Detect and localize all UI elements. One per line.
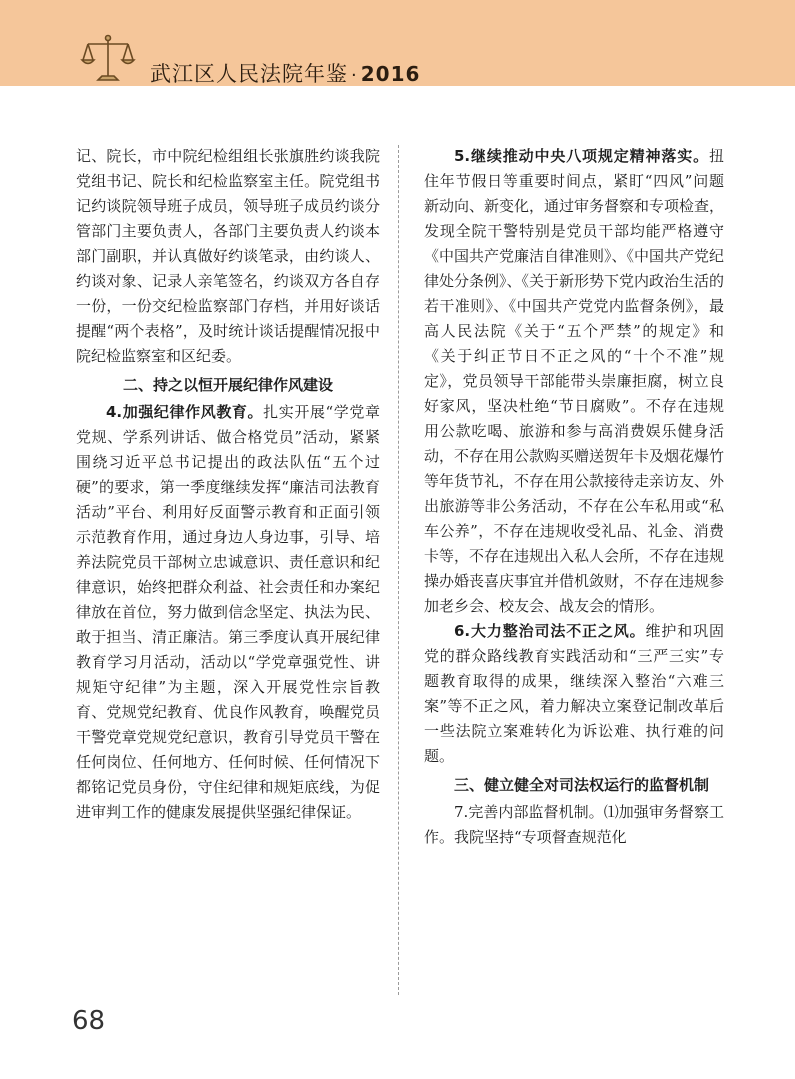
section-heading-3: 三、健立健全对司法权运行的监督机制 [454,776,710,794]
section-heading-2: 二、持之以恒开展纪律作风建设 [122,376,333,394]
paragraph-7 [424,800,724,850]
header-band [0,0,795,86]
paragraph-5-lead: 5.继续推动中央八项规定精神落实。 [454,147,709,165]
paragraph-5 [424,144,724,619]
paragraph-7-body: ⑴加强审务督察工作。我院坚持“专项督查规范化 [424,803,724,846]
paragraph-4-body: 扎实开展“学党章党规、学系列讲话、做合格党员”活动，紧紧围绕习近平总书记提出的政法队伍“五个过硬”的要求，第一季度继续发挥“廉洁司法教育活动”平台、利用好反面警示教育和正面引领示范教育作用，通过身边人身边事，引导、培养法院党员干部树立忠诚意识、责任意识和纪律意识，始终把群众利益、社会责任和办案纪律放在首位，努力做到信念坚定、执法为民、敢于担当、清正廉洁。第三季度认真开展纪律教育学习月活动，活动以“学党章强党性、讲规矩守纪律”为主题，深入开展党性宗旨教育、党规党纪教育、优良作风教育，唤醒党员干警党章党规党纪意识，教育引导党员干警在任何岗位、任何地方、任何时候、任何情况下都铭记党员身份，守住纪律和规矩底线，为促进审判工作的健康发展提供坚强纪律保证。 [76,403,381,821]
scales-of-justice-icon [80,34,136,84]
paragraph-6 [424,619,724,769]
paragraph-6-lead: 6.大力整治司法不正之风。 [454,622,646,640]
page-number: 68 [72,1006,106,1036]
paragraph-4-lead: 4.加强纪律作风教育。 [106,403,264,421]
yearbook-year: 2016 [360,62,421,86]
yearbook-title-text: 武江区人民法院年鉴 [150,62,348,86]
right-column [424,144,724,850]
paragraph-5-body: 扭住年节假日等重要时间点，紧盯“四风”问题新动向、新变化，通过审务督察和专项检查，发现全院干警特别是党员干部均能严格遵守《中国共产党廉洁自律准则》、《中国共产党纪律处分条例》、《关于新形势下党内政治生活的若干准则》、《中国共产党党内监督条例》，最高人民法院《关于“五个严禁”的规定》和《关于纠正节日不正之风的“十个不准”规定》，党员领导干部能带头崇廉拒腐，树立良好家风，坚决杜绝“节日腐败”。不存在违规用公款吃喝、旅游和参与高消费娱乐健身活动，不存在用公款购买赠送贺年卡及烟花爆竹等年货节礼，不存在用公款接待走亲访友、外出旅游等非公务活动，不存在公车私用或“私车公养”，不存在违规收受礼品、礼金、消费卡等，不存在违规出入私人会所，不存在违规操办婚丧喜庆事宜并借机敛财，不存在违规参加老乡会、校友会、战友会的情形。 [424,147,725,615]
paragraph-7-lead: 7.完善内部监督机制。 [454,803,604,821]
yearbook-title [150,58,420,88]
header-title-bar [0,22,795,86]
title-separator: · [351,65,358,86]
paragraph-6-body: 维护和巩固党的群众路线教育实践活动和“三严三实”专题教育取得的成果，继续深入整治“六难三案”等不正之风，着力解决立案登记制改革后一些法院立案难转化为诉讼难、执行难的问题。 [424,622,724,765]
column-divider [398,145,399,995]
paragraph-4 [76,400,380,825]
left-column [76,144,380,825]
paragraph-interview-continued: 记、院长，市中院纪检组组长张旗胜约谈我院党组书记、院长和纪检监察室主任。院党组书记约谈院领导班子成员，领导班子成员约谈分管部门主要负责人，各部门主要负责人约谈本部门副职，并认真做好约谈笔录，由约谈人、约谈对象、记录人亲笔签名，约谈双方各自存一份，一份交纪检监察部门存档，并用好谈话提醒“两个表格”，及时统计谈话提醒情况报中院纪检监察室和区纪委。 [76,147,380,365]
